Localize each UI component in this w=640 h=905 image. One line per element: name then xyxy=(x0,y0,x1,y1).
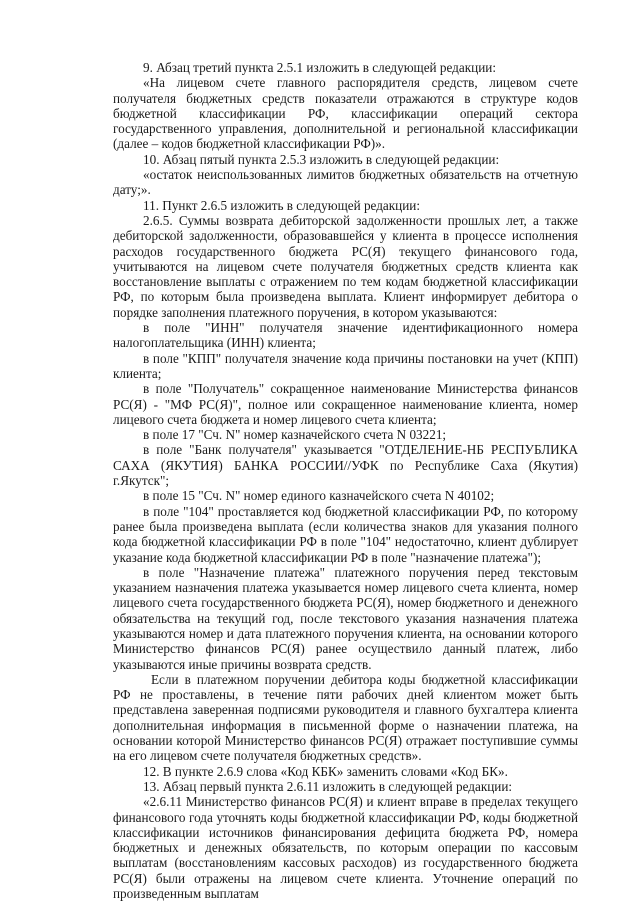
paragraph: в поле 17 "Сч. N" номер казначейского счета N 03221; xyxy=(143,427,447,443)
paragraph: 9. Абзац третий пункта 2.5.1 изложить в следующей редакции: xyxy=(143,60,496,75)
paragraph: в поле "Получатель" сокращенное наименование Министерства финансов РС(Я) - "МФ РС(Я)", полное или сокращенное наименование клиента, номер лицевого счета бюджета и номер лицевого счета клиента; xyxy=(113,381,578,427)
paragraph: 11. Пункт 2.6.5 изложить в следующей редакции: xyxy=(143,197,421,213)
paragraph: «2.6.11 Министерство финансов РС(Я) и клиент вправе в пределах текущего финансового года уточнять коды бюджетной классификации РФ, коды бюджетной классификации источников финансирования дефицита бюджета РФ, номера бюджетных и денежных обязательств, по которым операции по кассовым выплатам (восстановлениям кассовых расходов) из государственного бюджета РС(Я) были отражены на лицевом счете клиента. Уточнение операций по произведенным выплатам xyxy=(113,794,578,902)
paragraph: в поле "Банк получателя" указывается "ОТДЕЛЕНИЕ-НБ РЕСПУБЛИКА САХА (ЯКУТИЯ) БАНКА РОССИИ//УФК по Республике Саха (Якутия) г.Якутск"; xyxy=(113,442,578,489)
paragraph: в поле 15 "Сч. N" номер единого казначейского счета N 40102; xyxy=(143,488,495,504)
paragraph: 12. В пункте 2.6.9 слова «Код КБК» заменить словами «Код БК». xyxy=(143,763,508,779)
paragraph: в поле "ИНН" получателя значение идентификационного номера налогоплательщика (ИНН) клиента; xyxy=(113,320,578,351)
paragraph: в поле "КПП" получателя значение кода причины постановки на учет (КПП) клиента; xyxy=(113,350,578,381)
document-body xyxy=(113,60,578,901)
paragraph: в поле "Назначение платежа" платежного поручения перед текстовым указанием назначения платежа указывается номер лицевого счета клиента, номер лицевого счета государственного бюджета РС(Я), номер бюджетного и денежного обязательства на текущий год, после текстового указания назначения платежа указываются номер и дата платежного поручения клиента, на основании которого Министерство финансов РС(Я) ранее осуществило данный платеж, либо указываются иные причины возврата средств. xyxy=(113,564,578,672)
paragraph: «На лицевом счете главного распорядителя средств, лицевом счете получателя бюджетных средств показатели отражаются в структуре кодов бюджетной классификации РФ, классификации операций сектора государственного управления, дополнительной и региональной классификации (далее – кодов бюджетной классификации РФ)». xyxy=(113,75,578,152)
paragraph: 10. Абзац пятый пункта 2.5.3 изложить в следующей редакции: xyxy=(143,151,500,167)
paragraph: Если в платежном поручении дебитора коды бюджетной классификации РФ не проставлены, в течение пяти рабочих дней клиентом может быть представлена заверенная подписями руководителя и главного бухгалтера клиента дополнительная информация в письменной форме о назначении платежа, на основании которой Министерство финансов РС(Я) отражает поступившие суммы на его лицевом счете получателя бюджетных средств». xyxy=(113,671,578,764)
paragraph: «остаток неиспользованных лимитов бюджетных обязательств на отчетную дату;». xyxy=(113,167,578,198)
paragraph: 2.6.5. Суммы возврата дебиторской задолженности прошлых лет, а также дебиторской задолженности, образовавшейся у клиента в процессе исполнения расходов государственного бюджета РС(Я) текущего финансового года, учитываются на лицевом счете получателя бюджетных средств клиента как восстановление выплаты с отражением по тем кодам бюджетной классификации РФ, по которым была произведена выплата. Клиент информирует дебитора о порядке заполнения платежного поручения, в котором указываются: xyxy=(113,212,578,320)
paragraph: в поле "104" проставляется код бюджетной классификации РФ, по которому ранее была произведена выплата (если количества знаков для указания полного кода бюджетной классификации РФ в поле "104" недостаточно, клиент дублирует указание кода бюджетной классификации РФ в поле "назначение платежа"); xyxy=(113,503,578,565)
paragraph: 13. Абзац первый пункта 2.6.11 изложить в следующей редакции: xyxy=(143,778,513,794)
